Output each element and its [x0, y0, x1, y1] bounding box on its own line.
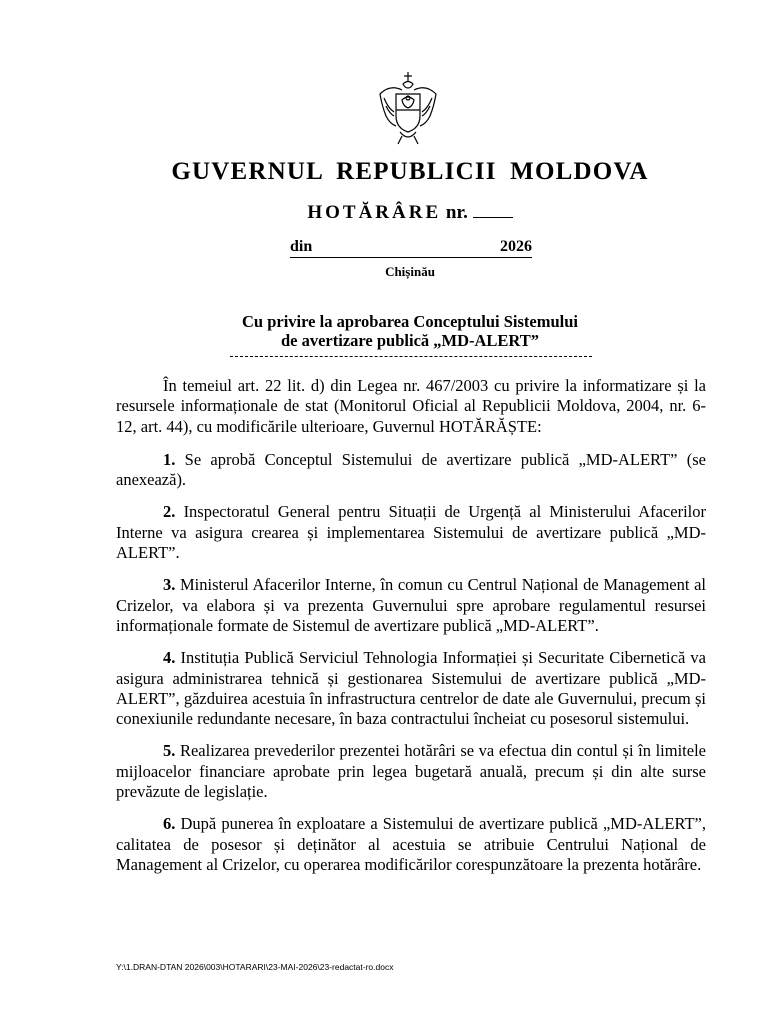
- point-text: Se aprobă Conceptul Sistemului de avertizare publică „MD-ALERT” (se anexează).: [116, 449, 706, 490]
- decision-number-blank: [473, 201, 513, 218]
- point-3: [116, 575, 706, 636]
- point-number: 2.: [163, 502, 176, 522]
- decision-label: HOTĂRÂRE: [307, 202, 442, 223]
- point-4: [116, 648, 706, 729]
- point-text: Inspectoratul General pentru Situații de Urgență al Ministerului Afacerilor Interne va asigura crearea și implementarea Sistemului de avertizare publică „MD-ALERT”.: [116, 502, 706, 563]
- point-6: [116, 814, 706, 875]
- point-number: 5.: [163, 741, 176, 761]
- city-label: Chișinău: [385, 264, 435, 279]
- date-prefix: din: [290, 238, 313, 255]
- point-number: 1.: [163, 449, 176, 469]
- coat-of-arms-icon: [372, 70, 444, 150]
- point-number: 4.: [163, 648, 176, 668]
- decision-number-label: nr.: [445, 202, 468, 223]
- dashed-divider: [230, 356, 592, 357]
- point-text: Ministerul Afacerilor Interne, în comun cu Centrul Național de Management al Crizelor, va elabora și va prezenta Guvernului spre aprobare regulamentul resursei informaționale formate de Sistemul de avertizare publică „MD-ALERT”.: [116, 575, 707, 635]
- point-text: După punerea în exploatare a Sistemului de avertizare publică „MD-ALERT”, calitatea de posesor și deținător al acestuia se atribuie Centrului Național de Management al Crizelor, cu operarea modificărilor corespunzătoare la prezenta hotărâre.: [116, 814, 706, 874]
- intro-paragraph: În temeiul art. 22 lit. d) din Legea nr. 467/2003 cu privire la informatizare și la resursele informaționale de stat (Monitorul Oficial al Republicii Moldova, 2004, nr. 6-12, art. 44), cu modificările ulterioare, Guvernul HOTĂRĂȘTE:: [116, 376, 706, 436]
- point-number: 6.: [163, 814, 176, 834]
- point-1: [116, 450, 706, 491]
- date-year: 2026: [500, 238, 532, 255]
- point-2: [116, 502, 706, 563]
- point-text: Instituția Publică Serviciul Tehnologia Informației și Securitate Cibernetică va asigura administrarea tehnică și gestionarea Sistemului de avertizare publică „MD-ALERT”, găzduirea acestuia în infrastructura centrelor de date ale Guvernului, precum și conexiunile redundante necesare, în baza contractului încheiat cu posesorul sistemului.: [116, 648, 706, 729]
- point-5: [116, 741, 706, 802]
- subject-line-2: de avertizare publică „MD-ALERT”: [280, 331, 540, 350]
- point-number: 3.: [163, 575, 176, 595]
- document-body: [116, 376, 706, 887]
- subject-line-1: Cu privire la aprobarea Conceptului Sistemului: [242, 312, 578, 331]
- date-line: [290, 238, 532, 258]
- point-text: Realizarea prevederilor prezentei hotărâri se va efectua din contul și în limitele mijloacelor financiare aprobate prin legea bugetară anuală, precum și din alte surse prevăzute de legislație.: [116, 741, 706, 802]
- subject-heading: [0, 312, 768, 350]
- decision-heading: [0, 201, 768, 224]
- file-path-footer: Y:\1.DRAN-DTAN 2026\003\HOTARARI\23-MAI-2026\23-redactat-ro.docx: [116, 962, 394, 972]
- government-title: GUVERNUL REPUBLICII MOLDOVA: [171, 158, 649, 185]
